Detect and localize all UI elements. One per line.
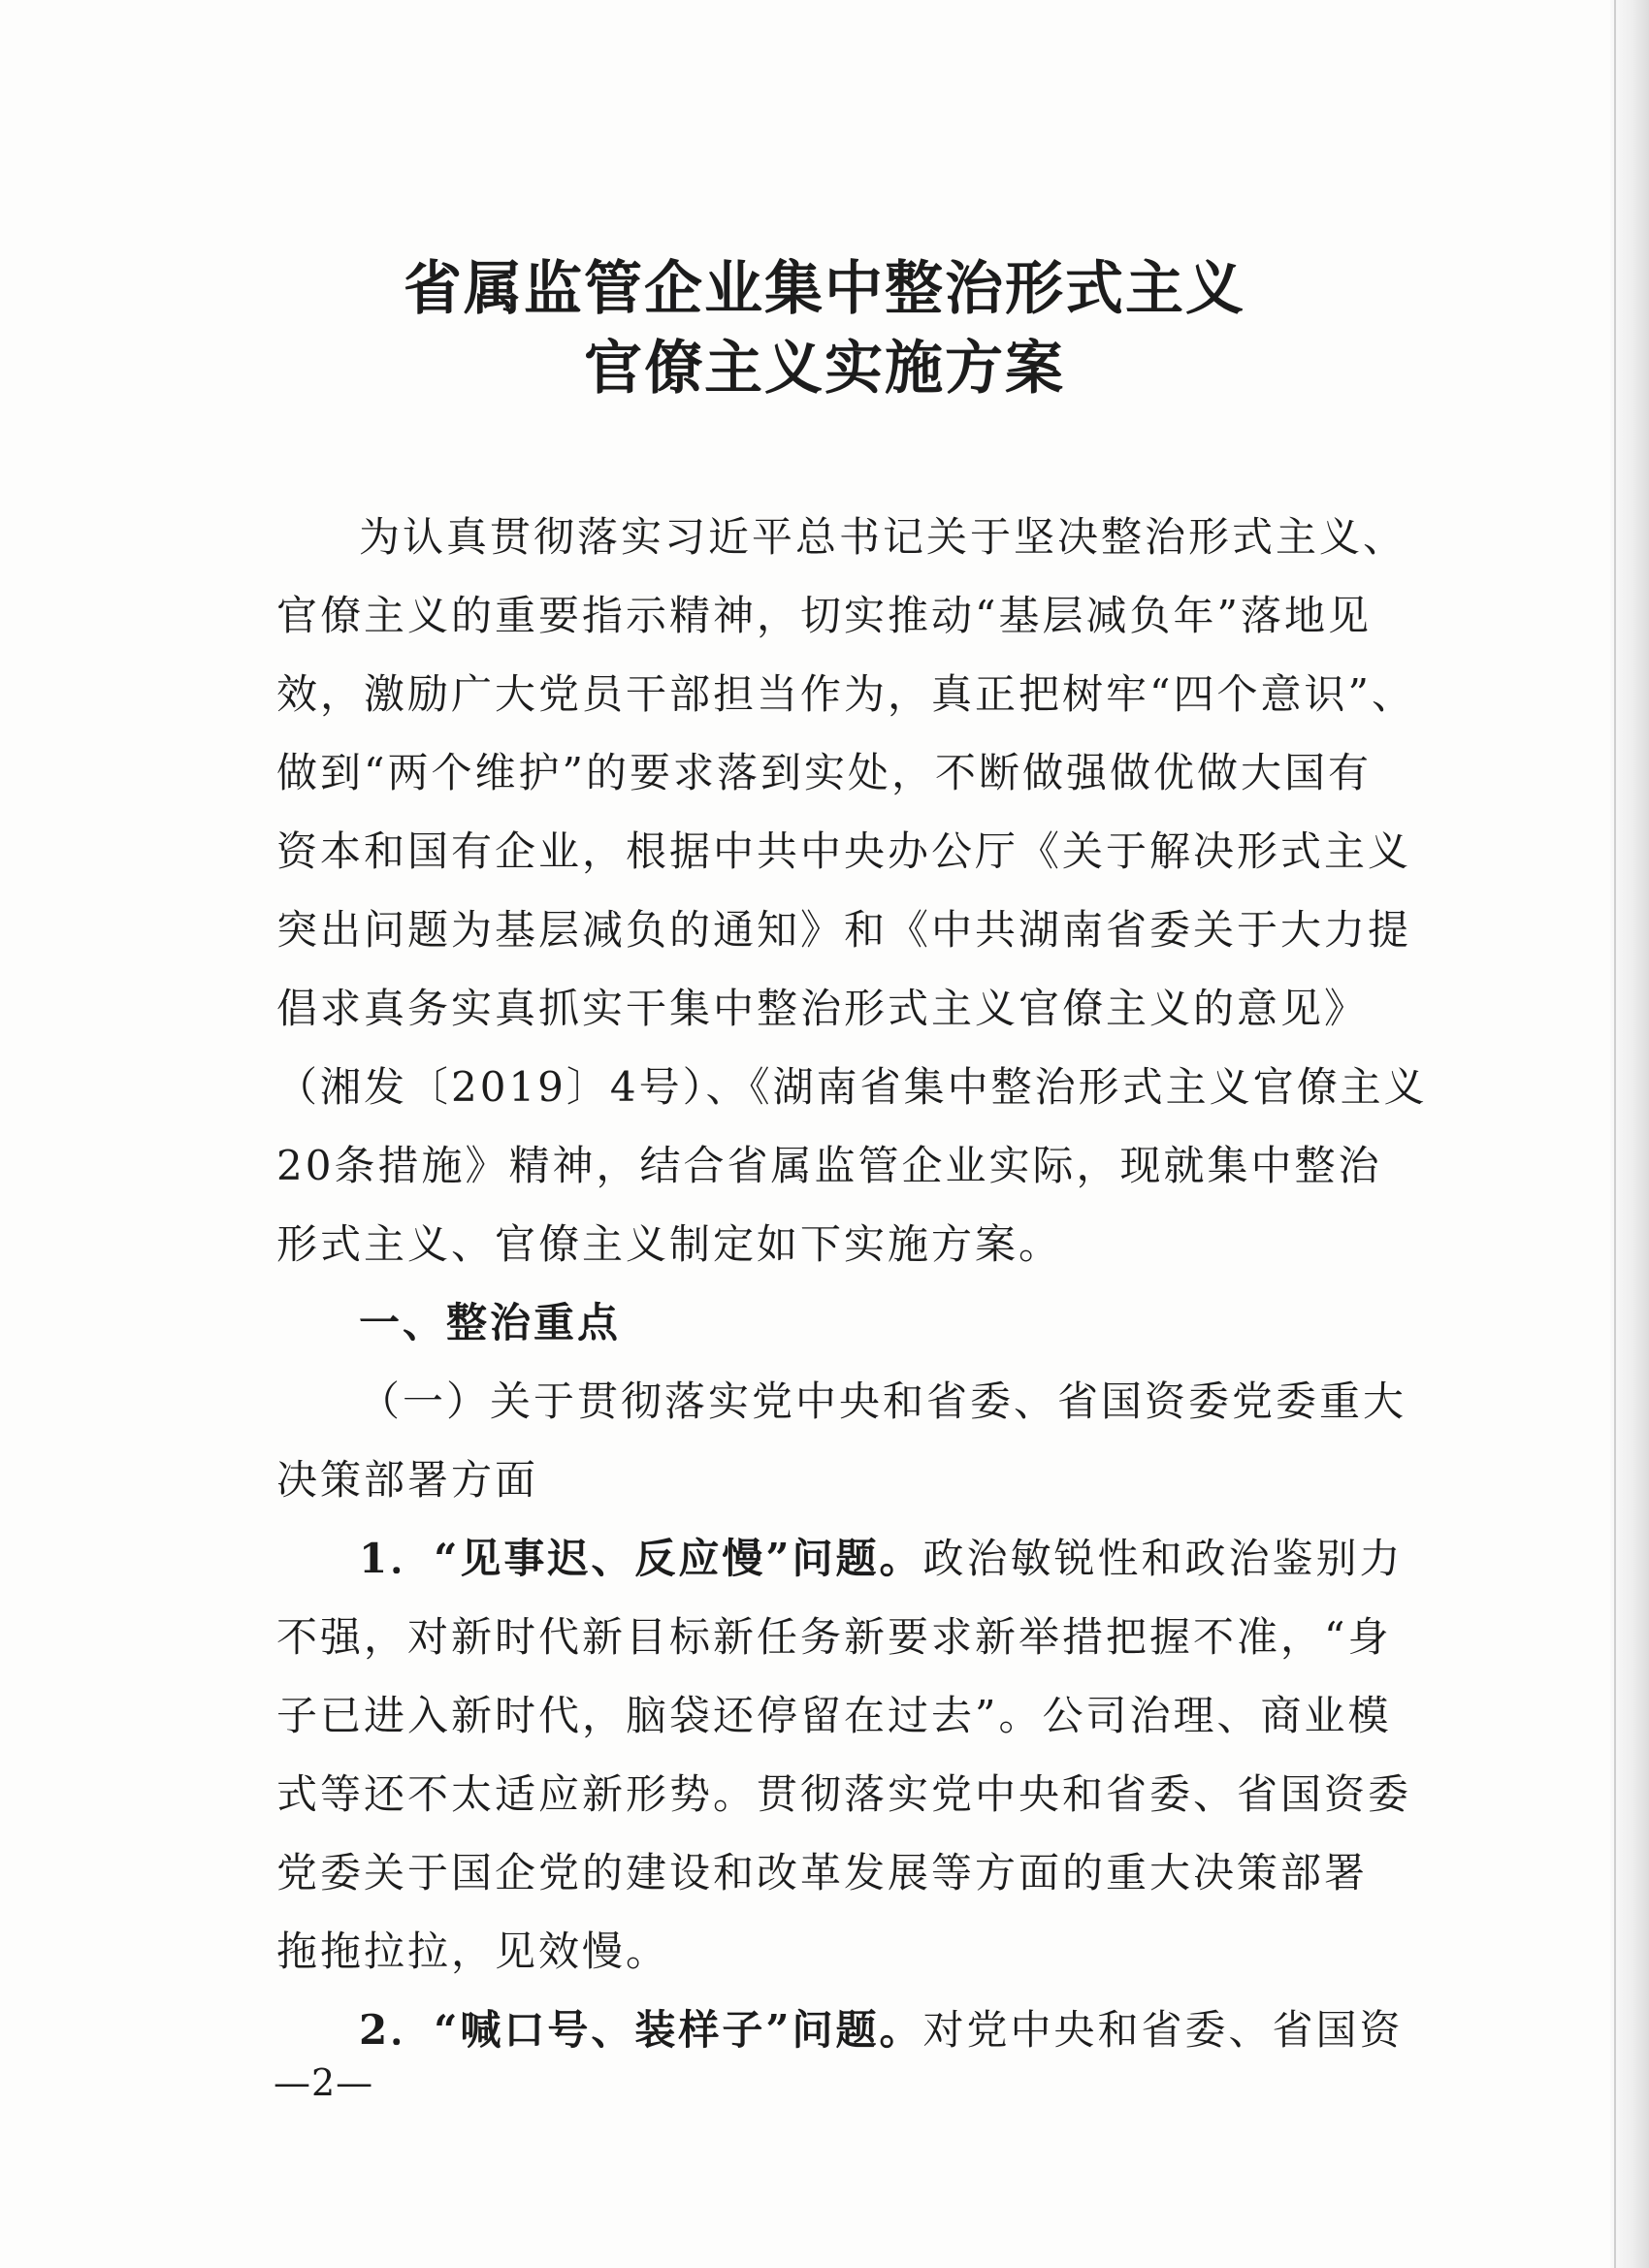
item-1-heading: 1．“见事迟、反应慢”问题。 xyxy=(359,1535,923,1582)
document-title-line-2: 官僚主义实施方案 xyxy=(584,335,1065,403)
paragraph-line: 拖拖拉拉，见效慢。 xyxy=(276,1928,670,1975)
paragraph-line: 为认真贯彻落实习近平总书记关于坚决整治形式主义、 xyxy=(359,513,1407,561)
paragraph-line: 做到“两个维护”的要求落到实处，不断做强做优做大国有 xyxy=(276,749,1372,796)
subsection-heading-line: （一）关于贯彻落实党中央和省委、省国资委党委重大 xyxy=(359,1377,1407,1425)
page-number: —2— xyxy=(274,2061,374,2104)
paragraph-line: 效，激励广大党员干部担当作为，真正把树牢“四个意识”、 xyxy=(276,670,1415,718)
section-heading: 一、整治重点 xyxy=(359,1299,622,1346)
paragraph-line: （湘发〔2019〕4号）、《湖南省集中整治形式主义官僚主义 xyxy=(276,1063,1428,1111)
paragraph-line: 党委关于国企党的建设和改革发展等方面的重大决策部署 xyxy=(276,1849,1369,1896)
document-title-line-1: 省属监管企业集中整治形式主义 xyxy=(404,255,1245,323)
item-2-first-line xyxy=(359,2006,1404,2054)
paragraph-line: 形式主义、官僚主义制定如下实施方案。 xyxy=(276,1220,1063,1268)
item-2-heading: 2．“喊口号、装样子”问题。 xyxy=(359,2006,923,2054)
paragraph-line: 倡求真务实真抓实干集中整治形式主义官僚主义的意见》 xyxy=(276,985,1369,1032)
paragraph-line: 资本和国有企业，根据中共中央办公厅《关于解决形式主义 xyxy=(276,827,1412,875)
paragraph-line: 不强，对新时代新目标新任务新要求新举措把握不准，“身 xyxy=(276,1613,1392,1661)
paragraph-line: 式等还不太适应新形势。贯彻落实党中央和省委、省国资委 xyxy=(276,1770,1412,1818)
paragraph-line: 官僚主义的重要指示精神，切实推动“基层减负年”落地见 xyxy=(276,592,1372,639)
item-1-first-line xyxy=(359,1535,1404,1582)
paragraph-line: 20条措施》精神，结合省属监管企业实际，现就集中整治 xyxy=(276,1142,1382,1189)
paragraph-line: 突出问题为基层减负的通知》和《中共湖南省委关于大力提 xyxy=(276,906,1412,954)
item-1-text: 政治敏锐性和政治鉴别力 xyxy=(922,1535,1404,1582)
item-2-text: 对党中央和省委、省国资 xyxy=(922,2006,1404,2054)
paragraph-line: 子已进入新时代，脑袋还停留在过去”。公司治理、商业模 xyxy=(276,1692,1392,1739)
subsection-heading-line: 决策部署方面 xyxy=(276,1456,539,1504)
